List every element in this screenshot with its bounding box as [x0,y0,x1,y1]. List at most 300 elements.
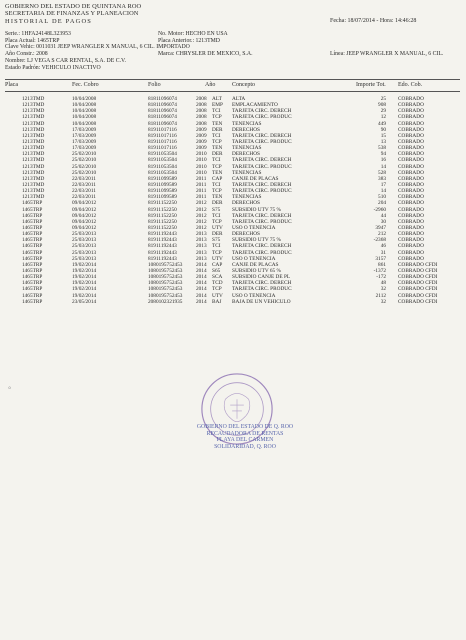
cell-importe: 31 [380,249,386,256]
cell-placa: 1465TRP [22,267,43,274]
cell-estado-cobro: COBRADO [398,157,424,164]
cell-estado-cobro: COBRADO [398,237,424,244]
cell-folio: 1080195752453 [148,274,183,281]
cell-fecha-cobro: 25/02/2010 [72,157,97,164]
cell-concepto-code: TCI [212,212,221,219]
cell-concepto: TARJETA CIRC. DERECH [232,243,292,250]
cell-anio: 2014 [196,286,207,293]
col-header-anio: Año [205,82,216,88]
cell-estado-cobro: COBRADO [398,102,424,109]
cell-folio: 81911053504 [148,157,177,164]
cell-fecha-cobro: 23/05/2014 [72,298,97,305]
cell-folio: 81811096074 [148,108,177,115]
cell-folio: 81911152250 [148,224,177,231]
cell-estado-cobro: COBRADO [398,218,424,225]
cell-anio: 2013 [196,231,207,238]
table-header-rule [5,91,460,92]
cell-fecha-cobro: 19/02/2014 [72,292,97,299]
cell-fecha-cobro: 17/03/2009 [72,126,97,133]
cell-concepto-code: CAP [212,175,223,182]
cell-concepto-code: DER [212,231,223,238]
cell-concepto-code: TCP [212,286,222,293]
cell-placa: 1213TMD [22,126,45,133]
cell-anio: 2009 [196,145,207,152]
cell-placa: 1465TRP [22,280,43,287]
cell-fecha-cobro: 25/03/2013 [72,255,97,262]
cell-placa: 1213TMD [22,132,45,139]
cell-importe: 30 [380,218,386,225]
cell-anio: 2009 [196,138,207,145]
cell-fecha-cobro: 22/03/2011 [72,188,96,195]
cell-estado-cobro: COBRADO [398,138,424,145]
cell-fecha-cobro: 09/04/2012 [72,224,97,231]
cell-folio: 81911152250 [148,218,177,225]
cell-anio: 2008 [196,108,207,115]
cell-concepto: EMPLACAMIENTO [232,102,278,109]
cell-anio: 2014 [196,274,207,281]
cell-folio: 81911053504 [148,151,177,158]
cell-folio: 1080195752453 [148,292,183,299]
cell-importe: 44 [380,212,386,219]
cell-placa: 1465TRP [22,255,43,262]
cell-fecha-cobro: 09/04/2012 [72,218,97,225]
cell-concepto-code: TCP [212,218,222,225]
cell-concepto-code: TCI [212,243,221,250]
cell-placa: 1213TMD [22,145,45,152]
cell-folio: 81911099589 [148,181,177,188]
serie-field: Serie.: 1HFA24148L323953 [5,31,71,37]
col-header-placa: Placa [5,82,18,88]
cell-concepto-code: UTV [212,255,223,262]
cell-anio: 2012 [196,218,207,225]
stamp-line-2: RECAUDADORA DE RENTAS [206,430,284,437]
cell-fecha-cobro: 22/03/2011 [72,194,96,201]
cell-estado-cobro: COBRADO [398,255,424,262]
cell-importe: 212 [378,231,386,238]
cell-importe: -172 [376,274,386,281]
cell-estado-cobro: COBRADO [398,169,424,176]
padron-status-field: Estado Padrón: VEHICULO INACTIVO [5,64,101,71]
cell-estado-cobro: COBRADO [398,151,424,158]
cell-folio: 1080195752453 [148,286,183,293]
cell-anio: 2010 [196,151,207,158]
col-header-folio: Folio [148,82,161,88]
cell-concepto: TARJETA CIRC. DERECH [232,212,292,219]
cell-anio: 2014 [196,298,207,305]
cell-importe: 14 [380,163,386,170]
cell-concepto: DERECHOS [232,231,260,238]
cell-folio: 81911053504 [148,163,177,170]
cell-anio: 2014 [196,292,207,299]
cell-importe: 449 [378,120,386,127]
cell-folio: 81811096074 [148,102,177,109]
cell-concepto: TARJETA CIRC. PRODUC [232,114,292,121]
cell-estado-cobro: COBRADO CFDI [398,292,438,299]
cell-importe: -2368 [373,237,386,244]
cell-estado-cobro: COBRADO CFDI [398,274,438,281]
cell-concepto-code: S75 [212,206,221,213]
cell-concepto-code: EMP [212,102,223,109]
cell-concepto-code: TCP [212,163,222,170]
recaudadora-stamp [180,424,310,450]
cell-concepto: TARJETA CIRC. DERECH [232,157,292,164]
cell-concepto: CANJE DE PLACAS [232,261,279,268]
cell-estado-cobro: COBRADO [398,212,424,219]
cell-placa: 1213TMD [22,194,45,201]
cell-anio: 2010 [196,157,207,164]
cell-concepto-code: UTV [212,292,223,299]
cell-placa: 1213TMD [22,96,45,102]
cell-placa: 1213TMD [22,102,45,109]
col-header-importe: Importe Tot. [356,82,386,88]
cell-concepto: TARJETA CIRC. PRODUC [232,218,292,225]
cell-concepto: ALTA [232,96,246,102]
cell-estado-cobro: COBRADO [398,175,424,182]
cell-importe: 2112 [375,292,386,299]
cell-folio: 81911192443 [148,249,177,256]
cell-importe: 15 [380,132,386,139]
cell-concepto: TARJETA CIRC. PRODUC [232,286,292,293]
cell-concepto-code: TCP [212,188,222,195]
cell-concepto-code: BAJ [212,298,222,305]
stamp-line-1: GOBIERNO DEL ESTADO DE Q. ROO [196,424,294,430]
placa-anterior-field: Placa Anterior.: 1213TMD [158,37,220,44]
cell-fecha-cobro: 25/03/2013 [72,231,97,238]
cell-folio: 81911099589 [148,188,177,195]
cell-folio: 1080195752453 [148,261,183,268]
cell-estado-cobro: COBRADO [398,224,424,231]
cell-importe: 3157 [375,255,386,262]
cell-fecha-cobro: 25/02/2010 [72,151,97,158]
cell-importe: 861 [378,261,386,268]
cell-anio: 2012 [196,200,207,207]
cell-placa: 1465TRP [22,243,43,250]
cell-placa: 1213TMD [22,157,45,164]
cell-anio: 2013 [196,249,207,256]
cell-importe: 383 [378,175,386,182]
cell-placa: 1213TMD [22,188,45,195]
cell-folio: 81811096074 [148,120,177,127]
cell-anio: 2011 [196,181,207,188]
cell-concepto-code: TCI [212,132,221,139]
cell-concepto: USO O TENENCIA [232,292,276,299]
cell-concepto: TENENCIAS [232,169,262,176]
cell-folio: 81811096074 [148,96,177,102]
cell-folio: 81911152250 [148,200,177,207]
cell-concepto: TENENCIAS [232,194,262,201]
cell-concepto-code: TCP [212,114,222,121]
cell-folio: 81911192443 [148,243,177,250]
cell-concepto: TARJETA CIRC. PRODUC [232,163,292,170]
cell-anio: 2008 [196,96,207,102]
cell-placa: 1465TRP [22,298,43,305]
cell-placa: 1213TMD [22,151,45,158]
cell-anio: 2009 [196,132,207,139]
cell-anio: 2008 [196,114,207,121]
payment-table-body [0,96,466,305]
cell-concepto-code: TCP [212,249,222,256]
cell-folio: 81911192443 [148,255,177,262]
vehicle-info-right [158,31,253,58]
cell-placa: 1213TMD [22,163,45,170]
cell-importe: 538 [378,145,386,152]
cell-concepto: SUBSIDIO UTV 75 % [232,237,281,244]
cell-placa: 1213TMD [22,114,45,121]
cell-anio: 2014 [196,261,207,268]
cell-placa: 1465TRP [22,224,43,231]
cell-fecha-cobro: 10/04/2008 [72,108,97,115]
stamp-line-4: SOLIDARIDAD, Q. ROO [214,443,276,450]
cell-placa: 1213TMD [22,181,45,188]
cell-anio: 2014 [196,280,207,287]
cell-concepto-code: S65 [212,267,221,274]
cell-fecha-cobro: 22/03/2011 [72,175,96,182]
cell-placa: 1465TRP [22,231,43,238]
cell-fecha-cobro: 25/03/2013 [72,237,97,244]
cell-folio: 81911192443 [148,237,177,244]
cell-folio: 1080195752453 [148,267,183,274]
cell-concepto: TARJETA CIRC. PRODUC [232,138,292,145]
header-secretariat: SECRETARIA DE FINANZAS Y PLANEACION [5,10,139,18]
cell-concepto-code: TEN [212,194,223,201]
cell-fecha-cobro: 09/04/2012 [72,200,97,207]
cell-estado-cobro: COBRADO CFDI [398,286,438,293]
cell-placa: 1465TRP [22,274,43,281]
cell-placa: 1465TRP [22,218,43,225]
cell-estado-cobro: COBRADO CFDI [398,267,438,274]
cell-fecha-cobro: 19/02/2014 [72,267,97,274]
cell-concepto: TENENCIAS [232,145,262,152]
cell-anio: 2010 [196,169,207,176]
cell-anio: 2011 [196,188,207,195]
cell-importe: 48 [380,280,386,287]
cell-fecha-cobro: 10/04/2008 [72,102,97,109]
cell-placa: 1465TRP [22,286,43,293]
cell-concepto-code: TCI [212,157,221,164]
cell-concepto: TARJETA CIRC. DERECH [232,181,292,188]
cell-estado-cobro: COBRADO [398,194,424,201]
cell-folio: 81911017116 [148,145,177,152]
cell-concepto-code: TEN [212,169,223,176]
cell-fecha-cobro: 19/02/2014 [72,261,97,268]
cell-importe: 528 [378,169,386,176]
cell-fecha-cobro: 09/04/2012 [72,206,97,213]
cell-importe: 3947 [375,224,386,231]
cell-concepto-code: TEN [212,145,223,152]
cell-folio: 81911099589 [148,175,177,182]
cell-estado-cobro: COBRADO [398,114,424,121]
cell-fecha-cobro: 19/02/2014 [72,274,97,281]
document-header [5,3,141,25]
cell-fecha-cobro: 10/04/2008 [72,120,97,127]
cell-estado-cobro: COBRADO [398,126,424,133]
cell-importe: 13 [380,138,386,145]
cell-fecha-cobro: 19/02/2014 [72,286,97,293]
col-header-concepto: Concepto [232,82,255,88]
cell-concepto: TARJETA CIRC. PRODUC [232,188,292,195]
col-header-edo-cob: Edo. Cob. [398,82,423,88]
cell-importe: 908 [378,102,386,109]
cell-concepto: SUBSIDIO CANJE DE PL [232,274,291,281]
cell-folio: 81911192443 [148,231,177,238]
col-header-fec-cobro: Fec. Cobro [72,82,99,88]
cell-anio: 2008 [196,120,207,127]
cell-concepto-code: DER [212,151,223,158]
cell-importe: 17 [380,181,386,188]
cell-concepto: TENENCIAS [232,120,262,127]
cell-folio: 81911017116 [148,138,177,145]
cell-concepto-code: ALT [212,96,222,102]
cell-concepto: DERECHOS [232,126,260,133]
cell-concepto-code: SCA [212,274,223,281]
cell-folio: 81911017116 [148,126,177,133]
cell-placa: 1465TRP [22,237,43,244]
cell-importe: 32 [380,286,386,293]
cell-estado-cobro: COBRADO [398,96,424,102]
cell-placa: 1465TRP [22,261,43,268]
cell-importe: 14 [380,188,386,195]
cell-placa: 1465TRP [22,292,43,299]
cell-fecha-cobro: 25/03/2013 [72,243,97,250]
cell-folio: 1080195752453 [148,280,183,287]
cell-estado-cobro: COBRADO [398,200,424,207]
cell-importe: 46 [380,243,386,250]
print-date: Fecha: 18/07/2014 - Hora: 14:46:28 [330,18,417,24]
cell-concepto-code: DER [212,126,223,133]
cell-importe: 25 [380,96,386,102]
cell-folio: 81911053504 [148,169,177,176]
cell-folio: 81911017116 [148,132,177,139]
cell-importe: -1372 [373,267,386,274]
cell-concepto-code: TEN [212,120,223,127]
motor-field: No. Motor: HECHO EN USA [158,31,228,37]
cell-fecha-cobro: 17/03/2009 [72,132,97,139]
cell-anio: 2008 [196,102,207,109]
cell-anio: 2009 [196,126,207,133]
cell-fecha-cobro: 19/02/2014 [72,280,97,287]
owner-name-field: Nombre: LJ VEGA S CAR RENTAL, S.A. DE C.V. [5,57,126,64]
cell-fecha-cobro: 25/03/2013 [72,249,97,256]
clave-vehicular-field: Clave Vehic: 0011031 JEEP WRANGLER X MANUAL, 6 CIL. IMPORTADO [5,44,190,51]
cell-anio: 2013 [196,255,207,262]
cell-concepto: TARJETA CIRC. DERECH [232,280,292,287]
cell-estado-cobro: COBRADO [398,206,424,213]
cell-estado-cobro: COBRADO [398,243,424,250]
cell-concepto: TARJETA CIRC. DERECH [232,132,292,139]
cell-placa: 1213TMD [22,108,45,115]
cell-concepto: SUBSIDIO UTV 75 % [232,206,281,213]
cell-concepto: TARJETA CIRC. PRODUC [232,249,292,256]
cell-concepto: SUBSIDIO UTV 65 % [232,267,281,274]
cell-estado-cobro: COBRADO CFDI [398,261,438,268]
cell-fecha-cobro: 22/03/2011 [72,181,96,188]
cell-concepto-code: CAP [212,261,223,268]
cell-concepto: DERECHOS [232,200,260,207]
cell-placa: 1213TMD [22,175,45,182]
cell-anio: 2012 [196,212,207,219]
cell-estado-cobro: COBRADO CFDI [398,298,438,305]
table-row [0,299,466,305]
cell-estado-cobro: COBRADO [398,188,424,195]
cell-importe: -2960 [373,206,386,213]
cell-concepto: BAJA DE UN VEHICULO [232,298,291,305]
cell-anio: 2013 [196,243,207,250]
cell-fecha-cobro: 17/03/2009 [72,145,97,152]
cell-fecha-cobro: 17/03/2009 [72,138,97,145]
cell-estado-cobro: COBRADO [398,108,424,115]
cell-folio: 81911152250 [148,212,177,219]
linea-field: Línea: JEEP WRANGLER X MANUAL, 6 CIL. [330,51,444,57]
cell-estado-cobro: COBRADO [398,120,424,127]
cell-anio: 2014 [196,267,207,274]
cell-concepto-code: TCI [212,181,221,188]
table-top-rule [5,79,460,80]
cell-importe: 16 [380,157,386,164]
cell-estado-cobro: COBRADO [398,145,424,152]
cell-importe: 204 [378,200,386,207]
cell-estado-cobro: COBRADO [398,181,424,188]
cell-fecha-cobro: 09/04/2012 [72,212,97,219]
cell-estado-cobro: COBRADO [398,132,424,139]
cell-concepto: DERECHOS [232,151,260,158]
cell-concepto: CANJE DE PLACAS [232,175,279,182]
cell-anio: 2013 [196,237,207,244]
cell-folio: 81911099589 [148,194,177,201]
cell-placa: 1213TMD [22,120,45,127]
cell-estado-cobro: COBRADO [398,231,424,238]
cell-importe: 12 [380,114,386,121]
cell-concepto: USO O TENENCIA [232,224,276,231]
cell-fecha-cobro: 25/02/2010 [72,163,97,170]
cell-concepto-code: S75 [212,237,221,244]
cell-concepto-code: UTV [212,224,223,231]
cell-fecha-cobro: 25/02/2010 [72,169,97,176]
cell-placa: 1465TRP [22,200,43,207]
marca-field: Marca: CHRYSLER DE MEXICO, S.A. [158,51,253,58]
cell-concepto-code: TCI [212,108,221,115]
cell-importe: 94 [380,151,386,158]
cell-concepto: USO O TENENCIA [232,255,276,262]
cell-estado-cobro: COBRADO [398,163,424,170]
cell-importe: 90 [380,126,386,133]
cell-anio: 2012 [196,206,207,213]
cell-anio: 2011 [196,194,207,201]
cell-folio: 81911152250 [148,206,177,213]
cell-placa: 1465TRP [22,206,43,213]
placa-actual-field: Placa Actual: 1465TRP [5,37,60,44]
cell-concepto-code: TCP [212,138,222,145]
cell-importe: 510 [378,194,386,201]
anio-construccion-field: Año Constr.: 2008 [5,51,48,58]
cell-anio: 2010 [196,163,207,170]
cell-fecha-cobro: 10/04/2008 [72,114,97,121]
cell-placa: 1213TMD [22,169,45,176]
cell-anio: 2012 [196,224,207,231]
cell-fecha-cobro: 10/04/2008 [72,96,97,102]
cell-estado-cobro: COBRADO [398,249,424,256]
cell-placa: 1465TRP [22,212,43,219]
cell-concepto-code: TCD [212,280,223,287]
cell-concepto-code: DER [212,200,223,207]
cell-estado-cobro: COBRADO CFDI [398,280,438,287]
cell-importe: 29 [380,108,386,115]
cell-placa: 1213TMD [22,138,45,145]
cell-importe: 32 [380,298,386,305]
header-government: GOBIERNO DEL ESTADO DE QUINTANA ROO [5,3,142,10]
cell-folio: 81811096074 [148,114,177,121]
stamp-line-3: PLAYA DEL CARMEN [216,437,274,444]
cell-folio: 2080102321935 [148,298,183,305]
